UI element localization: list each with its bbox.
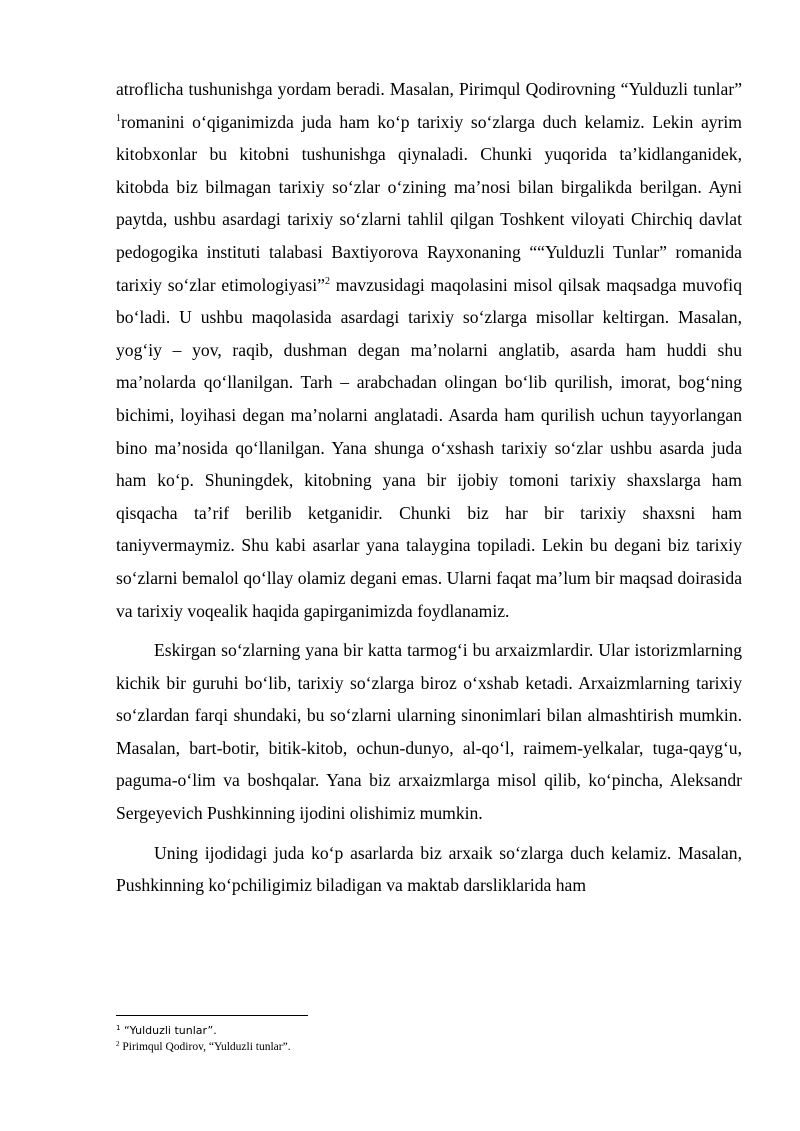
body-text bbox=[116, 73, 742, 902]
footnote-separator bbox=[116, 1015, 308, 1016]
footnote-ref-2[interactable]: 2 bbox=[324, 275, 330, 287]
footnote-2 bbox=[116, 1039, 742, 1056]
paragraph-2: Eskirgan so‘zlarning yana bir katta tarmog‘i bu arxaizmlardir. Ular istorizmlarning kichik bir guruhi bo‘lib, tarixiy so‘zlarga biroz o‘xshab ketadi. Arxaizmlarning tarixiy so‘zlardan farqi shundaki, bu so‘zlarni ularning sinonimlari bilan almashtirish mumkin. Masalan, bart-botir, bitik-kitob, ochun-dunyo, al-qo‘l, raimem-yelkalar, tuga-qayg‘u, paguma-o‘lim va boshqalar. Yana biz arxaizmlarga misol qilib, ko‘pincha, Aleksandr Sergeyevich Pushkinning ijodini olishimiz mumkin. bbox=[116, 640, 742, 824]
footnote-ref-1[interactable]: 1 bbox=[116, 112, 121, 124]
paragraph-3: Uning ijodidagi juda ko‘p asarlarda biz arxaik so‘zlarga duch kelamiz. Masalan, Pushkinning ko‘pchiligimiz biladigan va maktab darsliklarida ham bbox=[116, 842, 742, 896]
paragraph-1-text-b: romanini o‘qiganimizda juda ham ko‘p tarixiy so‘zlarga duch kelamiz. Lekin ayrim kitobxonlar bu kitobni tushunishga qiynaladi. Chunki yuqorida ta’kidlanganidek, kitobda biz bilmagan tarixiy so‘zlar o‘zining ma’nosi bilan birgalikda berilgan. Ayni paytda, ushbu asardagi tarixiy so‘zlarni tahlil qilgan Toshkent viloyati Chirchiq davlat pedogogika instituti talabasi Baxtiyorova Rayxonaning ““Yulduzli Tunlar” romanida tarixiy so‘zlar etimologiyasi” bbox=[116, 111, 742, 295]
footnote-1-number: 1 bbox=[116, 1024, 121, 1032]
footnote-1-text: “Yulduzli tunlar”. bbox=[120, 1024, 217, 1037]
footnote-1 bbox=[116, 1022, 742, 1039]
footnotes bbox=[116, 1022, 742, 1056]
paragraph-1 bbox=[116, 73, 742, 627]
footnote-2-number: 2 bbox=[116, 1040, 120, 1048]
footnote-2-text: Pirimqul Qodirov, “Yulduzli tunlar”. bbox=[119, 1041, 291, 1053]
paragraph-1-text-a: atroflicha tushunishga yordam beradi. Masalan, Pirimqul Qodirovning “Yulduzli tunlar” bbox=[116, 79, 742, 99]
paragraph-1-text-c: mavzusidagi maqolasini misol qilsak maqsadga muvofiq bo‘ladi. U ushbu maqolasida asardagi tarixiy so‘zlarga misollar keltirgan. Masalan, yog‘iy – yov, raqib, dushman degan ma’nolarni anglatib, asarda ham huddi shu ma’nolarda qo‘llanilgan. Tarh – arabchadan olingan bo‘lib qurilish, imorat, bog‘ning bichimi, loyihasi degan ma’nolarni anglatadi. Asarda ham qurilish uchun tayyorlangan bino ma’nosida qo‘llanilgan. Yana shunga o‘xshash tarixiy so‘zlar ushbu asarda juda ham ko‘p. Shuningdek, kitobning yana bir ijobiy tomoni tarixiy shaxslarga ham qisqacha ta’rif berilib ketganidir. Chunki biz har bir tarixiy shaxsni ham taniyvermaymiz. Shu kabi asarlar yana talaygina topiladi. Lekin bu degani biz tarixiy so‘zlarni bemalol qo‘llay olamiz degani emas. Ularni faqat ma’lum bir maqsad doirasida va tarixiy voqealik haqida gapirganimizda foydlanamiz. bbox=[116, 274, 742, 621]
